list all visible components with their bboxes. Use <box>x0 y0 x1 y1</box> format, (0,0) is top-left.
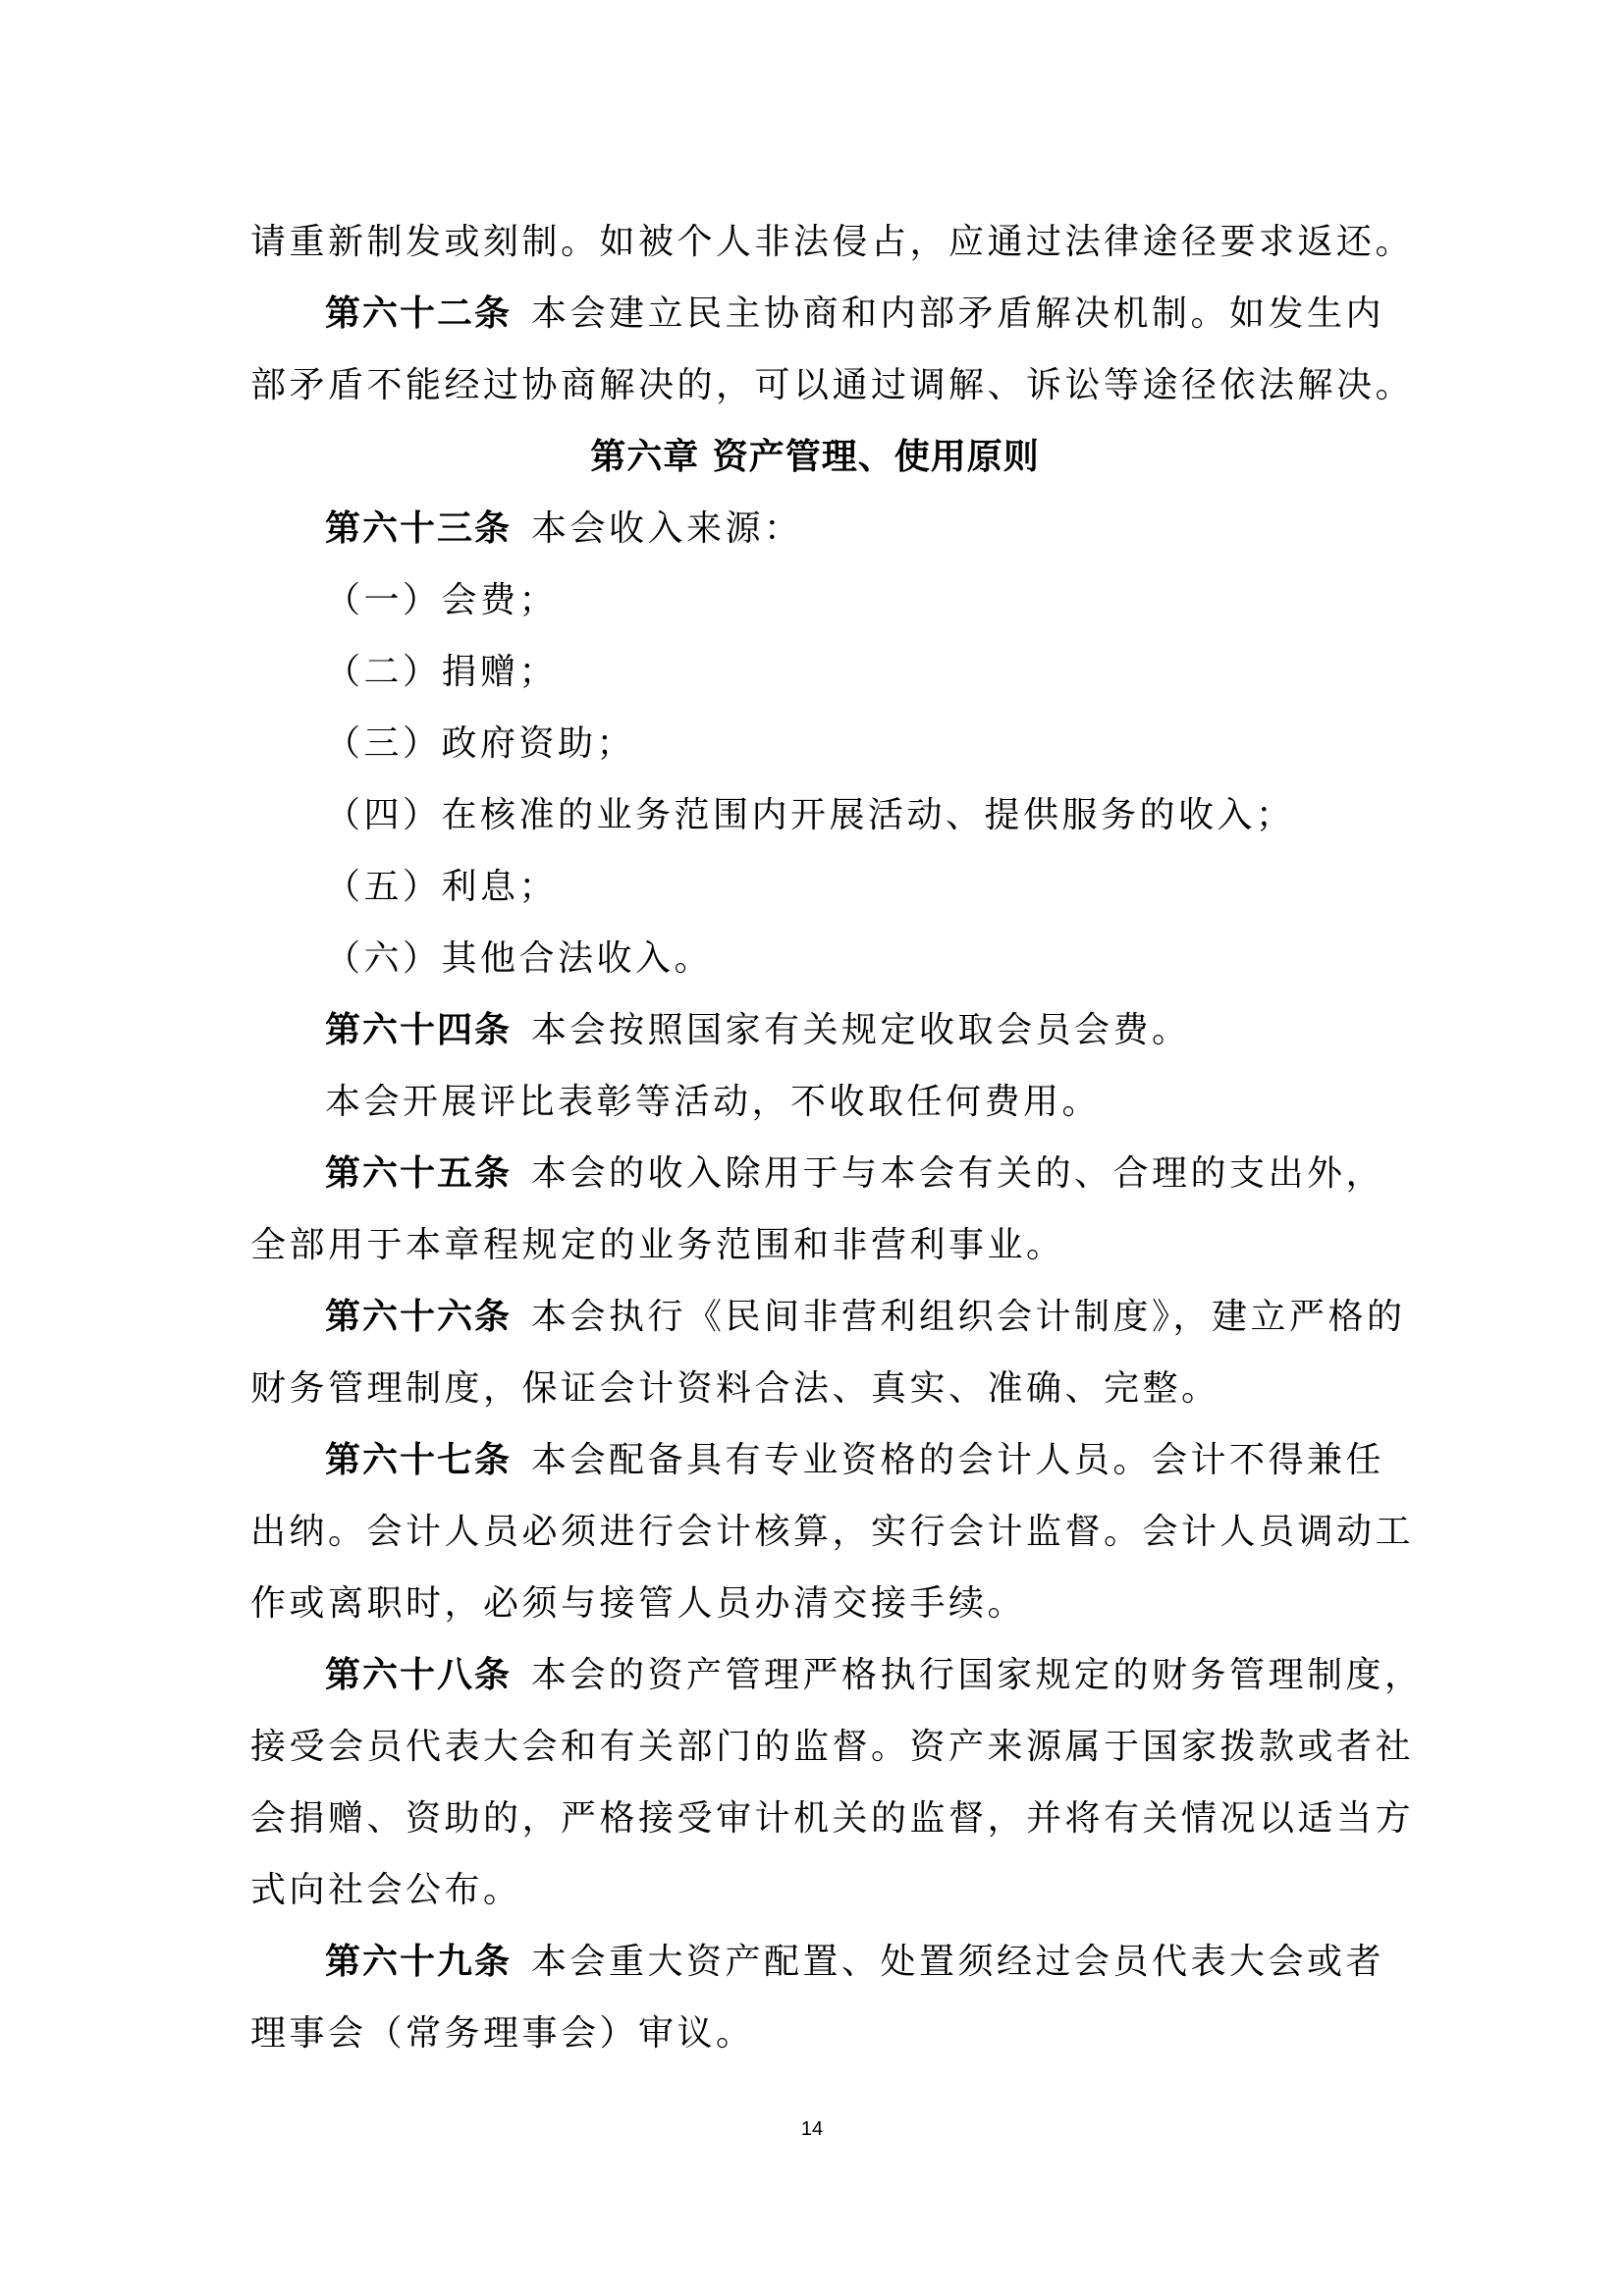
body-line <box>250 206 1415 278</box>
line-text: 本会重大资产配置、处置须经过会员代表大会或者 <box>531 1942 1385 1982</box>
line-text: （二）捐赠； <box>325 652 559 692</box>
body-line <box>250 1711 1415 1783</box>
line-text: 本会建立民主协商和内部矛盾解决机制。如发生内 <box>531 294 1385 334</box>
line-text: 会捐赠、资助的，严格接受审计机关的监督，并将有关情况以适当方 <box>250 1798 1415 1839</box>
line-text: 本会配备具有专业资格的会计人员。会计不得兼任 <box>531 1440 1385 1480</box>
article-line <box>250 278 1385 349</box>
document-body <box>250 206 1424 2069</box>
article-number: 第六十七条 <box>325 1440 513 1480</box>
line-text: （六）其他合法收入。 <box>325 938 714 979</box>
article-line <box>250 1281 1406 1353</box>
line-text: 请重新制发或刻制。如被个人非法侵占，应通过法律途径要求返还。 <box>250 222 1415 262</box>
body-line <box>250 1353 1380 1424</box>
chapter-heading: 第六章 资产管理、使用原则 <box>590 437 1040 477</box>
article-line <box>250 1138 1385 1209</box>
body-line <box>250 1568 1380 1639</box>
line-text: 本会收入来源： <box>531 508 803 549</box>
line-text: 本会执行《民间非营利组织会计制度》，建立严格的 <box>531 1297 1406 1337</box>
line-text: 理事会（常务理事会）审议。 <box>250 2013 755 2054</box>
line-text: （三）政府资助； <box>325 723 636 764</box>
body-line <box>250 349 1415 421</box>
line-text: 本会的收入除用于与本会有关的、合理的支出外， <box>531 1153 1385 1194</box>
body-line <box>250 1783 1415 1854</box>
line-text: 作或离职时，必须与接管人员办清交接手续。 <box>250 1583 1027 1624</box>
body-line <box>250 923 1380 994</box>
line-text: （五）利息； <box>325 867 559 907</box>
line-text: （一）会费； <box>325 580 559 620</box>
article-line <box>250 1424 1385 1496</box>
line-text: （四）在核准的业务范围内开展活动、提供服务的收入； <box>325 795 1295 835</box>
line-text: 本会开展评比表彰等活动，不收取任何费用。 <box>325 1082 1102 1122</box>
line-text: 本会的资产管理严格执行国家规定的财务管理制度， <box>531 1655 1424 1695</box>
article-number: 第六十五条 <box>325 1153 513 1194</box>
article-line <box>250 1926 1385 1998</box>
body-line <box>250 708 1380 779</box>
line-text: 式向社会公布。 <box>250 1870 522 1910</box>
line-text: 全部用于本章程规定的业务范围和非营利事业。 <box>250 1225 1065 1265</box>
article-number: 第六十二条 <box>325 294 513 334</box>
article-number: 第六十四条 <box>325 1010 513 1050</box>
body-line <box>250 1998 1380 2069</box>
line-text: 接受会员代表大会和有关部门的监督。资产来源属于国家拨款或者社 <box>250 1727 1415 1767</box>
article-number: 第六十六条 <box>325 1297 513 1337</box>
body-line <box>250 1496 1415 1568</box>
body-line <box>250 564 1380 636</box>
article-number: 第六十九条 <box>325 1942 513 1982</box>
article-line <box>250 1639 1424 1711</box>
article-number: 第六十三条 <box>325 508 513 549</box>
body-line <box>250 1854 1380 1926</box>
body-line <box>250 779 1380 851</box>
line-text: 出纳。会计人员必须进行会计核算，实行会计监督。会计人员调动工 <box>250 1512 1415 1552</box>
page-number: 14 <box>800 2118 824 2140</box>
body-line <box>250 636 1380 708</box>
body-line <box>250 1066 1380 1138</box>
line-text: 财务管理制度，保证会计资料合法、真实、准确、完整。 <box>250 1368 1220 1409</box>
body-line <box>250 1209 1380 1281</box>
article-number: 第六十八条 <box>325 1655 513 1695</box>
line-text: 部矛盾不能经过协商解决的，可以通过调解、诉讼等途径依法解决。 <box>250 365 1415 405</box>
line-text: 本会按照国家有关规定收取会员会费。 <box>531 1010 1191 1050</box>
body-line <box>250 851 1380 923</box>
article-line <box>250 994 1380 1066</box>
article-line <box>250 493 1380 564</box>
